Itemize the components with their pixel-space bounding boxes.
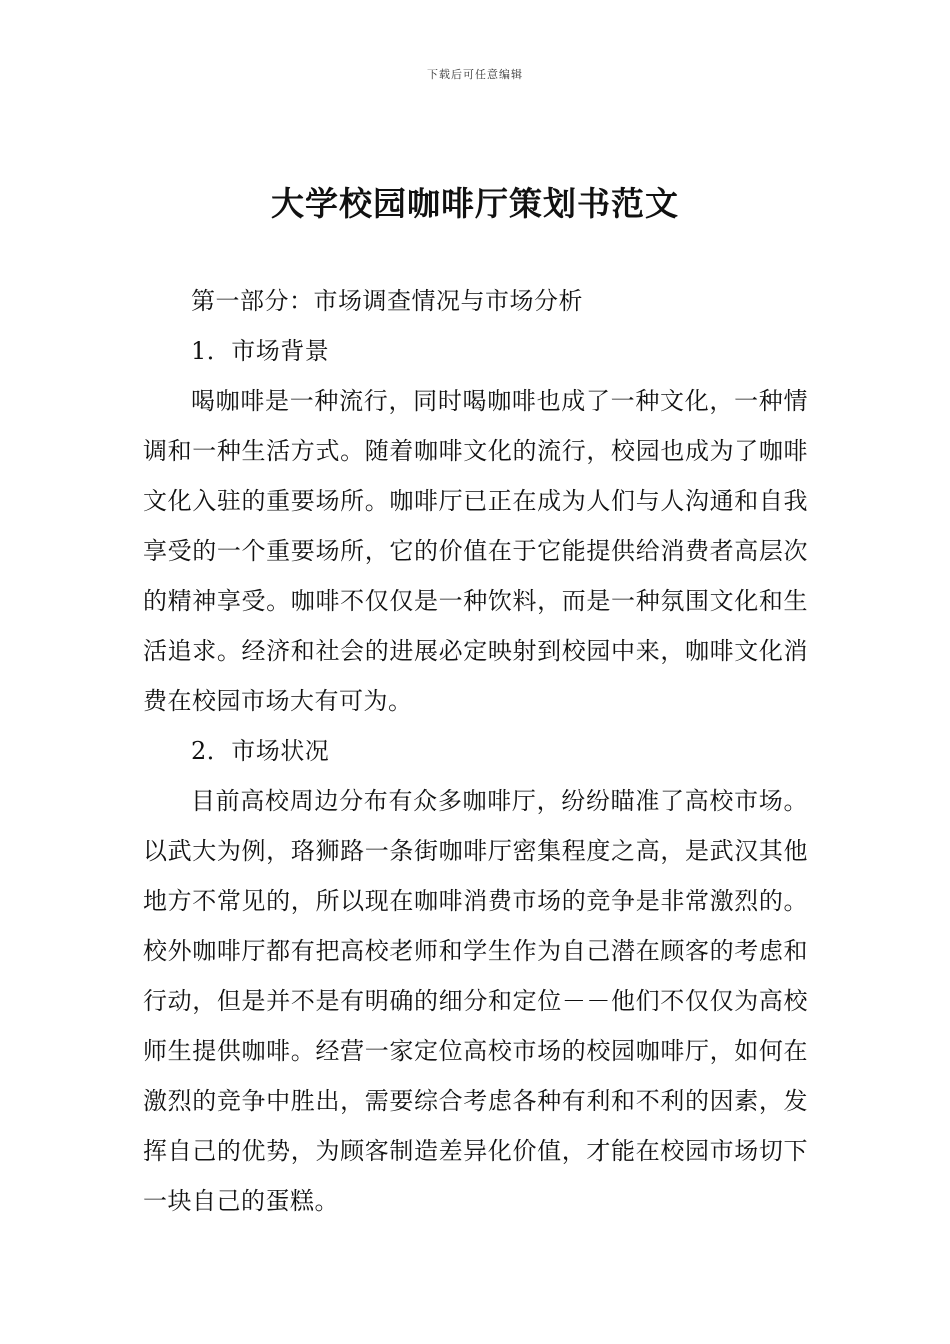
document-body xyxy=(143,276,808,1226)
subsection-heading: 1．市场背景 xyxy=(191,337,330,365)
section-heading: 第一部分：市场调查情况与市场分析 xyxy=(191,287,583,315)
body-paragraph: 目前高校周边分布有众多咖啡厅，纷纷瞄准了高校市场。以武大为例，珞狮路一条街咖啡厅密集程度之高，是武汉其他地方不常见的，所以现在咖啡消费市场的竞争是非常激烈的。校外咖啡厅都有把高校老师和学生作为自己潜在顾客的考虑和行动，但是并不是有明确的细分和定位－－他们不仅仅为高校师生提供咖啡。经营一家定位高校市场的校园咖啡厅，如何在激烈的竞争中胜出，需要综合考虑各种有利和不利的因素，发挥自己的优势，为顾客制造差异化价值，才能在校园市场切下一块自己的蛋糕。 xyxy=(143,787,808,1215)
subsection-heading: 2．市场状况 xyxy=(191,737,330,765)
document-title: 大学校园咖啡厅策划书范文 xyxy=(271,184,679,223)
header-note: 下载后可任意编辑 xyxy=(427,68,523,81)
body-paragraph: 喝咖啡是一种流行，同时喝咖啡也成了一种文化，一种情调和一种生活方式。随着咖啡文化的流行，校园也成为了咖啡文化入驻的重要场所。咖啡厅已正在成为人们与人沟通和自我享受的一个重要场所，它的价值在于它能提供给消费者高层次的精神享受。咖啡不仅仅是一种饮料，而是一种氛围文化和生活追求。经济和社会的进展必定映射到校园中来，咖啡文化消费在校园市场大有可为。 xyxy=(143,387,808,715)
